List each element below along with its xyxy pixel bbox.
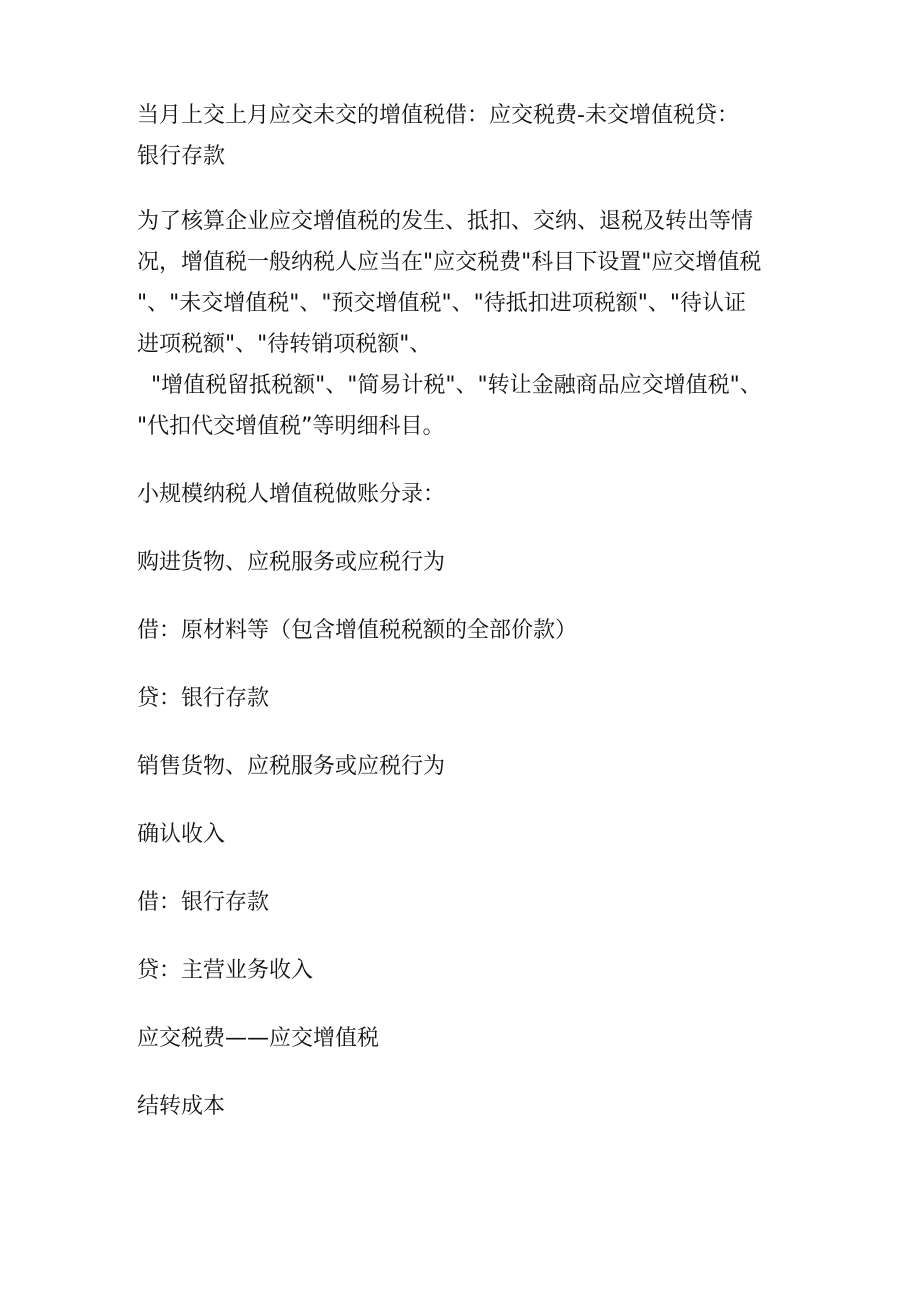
- text-line: 为了核算企业应交增值税的发生、抵扣、交纳、退税及转出等情: [137, 209, 754, 234]
- paragraph-small-scale-heading: [137, 474, 817, 515]
- paragraph-vat-payment: [137, 95, 817, 177]
- paragraph-recognize-revenue: [137, 814, 817, 855]
- paragraph-carry-forward-cost: [137, 1086, 817, 1127]
- text-line: 借：银行存款: [137, 890, 270, 915]
- paragraph-vat-accounts: [137, 201, 817, 447]
- text-line: 贷：主营业务收入: [137, 958, 314, 983]
- paragraph-purchase: [137, 542, 817, 583]
- text-line: 小规模纳税人增值税做账分录：: [137, 482, 446, 507]
- text-line: 确认收入: [137, 822, 226, 847]
- text-line: 应交税费——应交增值税: [137, 1026, 380, 1051]
- text-line: 借：原材料等（包含增值税税额的全部价款）: [137, 618, 578, 643]
- text-line: 贷：银行存款: [137, 686, 270, 711]
- paragraph-debit-materials: [137, 610, 817, 651]
- paragraph-credit-revenue: [137, 950, 817, 991]
- document-body: [137, 95, 817, 1127]
- paragraph-sales: [137, 746, 817, 787]
- text-line: 当月上交上月应交未交的增值税借：应交税费-未交增值税贷：: [137, 103, 739, 128]
- text-line: "代扣代交增值税”等明细科目。: [137, 414, 445, 439]
- text-line: "增值税留抵税额"、"简易计税"、"转让金融商品应交增值税"、: [151, 373, 762, 398]
- text-line: 进项税额"、"待转销项税额"、: [137, 332, 432, 357]
- text-line: "、"未交增值税"、"预交增值税"、"待抵扣进项税额"、"待认证: [137, 291, 746, 316]
- paragraph-tax-payable: [137, 1018, 817, 1059]
- paragraph-credit-bank: [137, 678, 817, 719]
- text-line: 结转成本: [137, 1094, 226, 1119]
- paragraph-debit-bank: [137, 882, 817, 923]
- text-line: 购进货物、应税服务或应税行为: [137, 550, 446, 575]
- text-line: 银行存款: [137, 144, 226, 169]
- text-line: 况，增值税一般纳税人应当在"应交税费"科目下设置"应交增值税: [137, 250, 762, 275]
- text-line: 销售货物、应税服务或应税行为: [137, 754, 446, 779]
